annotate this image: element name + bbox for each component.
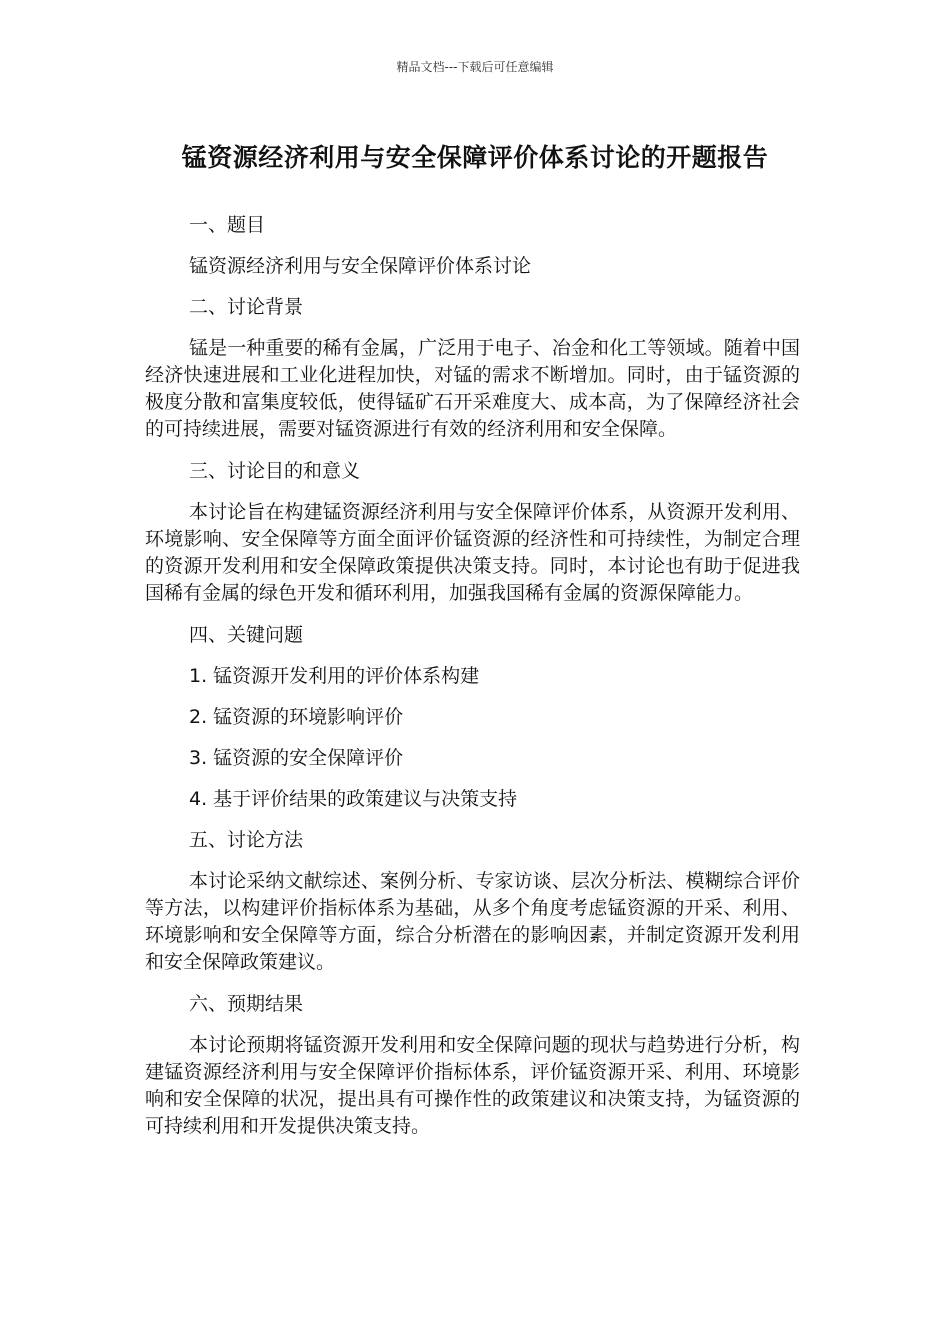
key-issue-item: 4. 基于评价结果的政策建议与决策支持 (189, 788, 518, 810)
section-heading-topic: 一、题目 (189, 214, 266, 236)
section-heading-background: 二、讨论背景 (189, 296, 304, 318)
key-issue-item: 2. 锰资源的环境影响评价 (189, 706, 404, 728)
purpose-paragraph: 本讨论旨在构建锰资源经济利用与安全保障评价体系，从资源开发利用、环境影响、安全保障等方面全面评价锰资源的经济性和可持续性，为制定合理的资源开发利用和安全保障政策提供决策支持。同时，本讨论也有助于促进我国稀有金属的绿色开发和循环利用，加强我国稀有金属的资源保障能力。 (145, 501, 800, 604)
section-heading-purpose: 三、讨论目的和意义 (189, 460, 361, 482)
expected-results-paragraph: 本讨论预期将锰资源开发利用和安全保障问题的现状与趋势进行分析，构建锰资源经济利用与安全保障评价指标体系，评价锰资源开采、利用、环境影响和安全保障的状况，提出具有可操作性的政策建议和决策支持，为锰资源的可持续利用和开发提供决策支持。 (145, 1034, 800, 1137)
header-note: 精品文档---下载后可任意编辑 (396, 60, 554, 74)
document-title: 锰资源经济利用与安全保障评价体系讨论的开题报告 (181, 143, 769, 172)
section-heading-expected-results: 六、预期结果 (189, 993, 304, 1015)
background-paragraph: 锰是一种重要的稀有金属，广泛用于电子、冶金和化工等领域。随着中国经济快速进展和工业化进程加快，对锰的需求不断增加。同时，由于锰资源的极度分散和富集度较低，使得锰矿石开采难度大、成本高，为了保障经济社会的可持续进展，需要对锰资源进行有效的经济利用和安全保障。 (145, 337, 800, 440)
key-issue-item: 1. 锰资源开发利用的评价体系构建 (189, 665, 480, 687)
key-issue-item: 3. 锰资源的安全保障评价 (189, 747, 404, 769)
section-heading-key-issues: 四、关键问题 (189, 624, 304, 646)
topic-text: 锰资源经济利用与安全保障评价体系讨论 (189, 255, 532, 277)
document-body (145, 212, 800, 1155)
section-heading-methods: 五、讨论方法 (189, 829, 304, 851)
methods-paragraph: 本讨论采纳文献综述、案例分析、专家访谈、层次分析法、模糊综合评价等方法，以构建评价指标体系为基础，从多个角度考虑锰资源的开采、利用、环境影响和安全保障等方面，综合分析潜在的影响因素，并制定资源开发利用和安全保障政策建议。 (145, 870, 800, 973)
